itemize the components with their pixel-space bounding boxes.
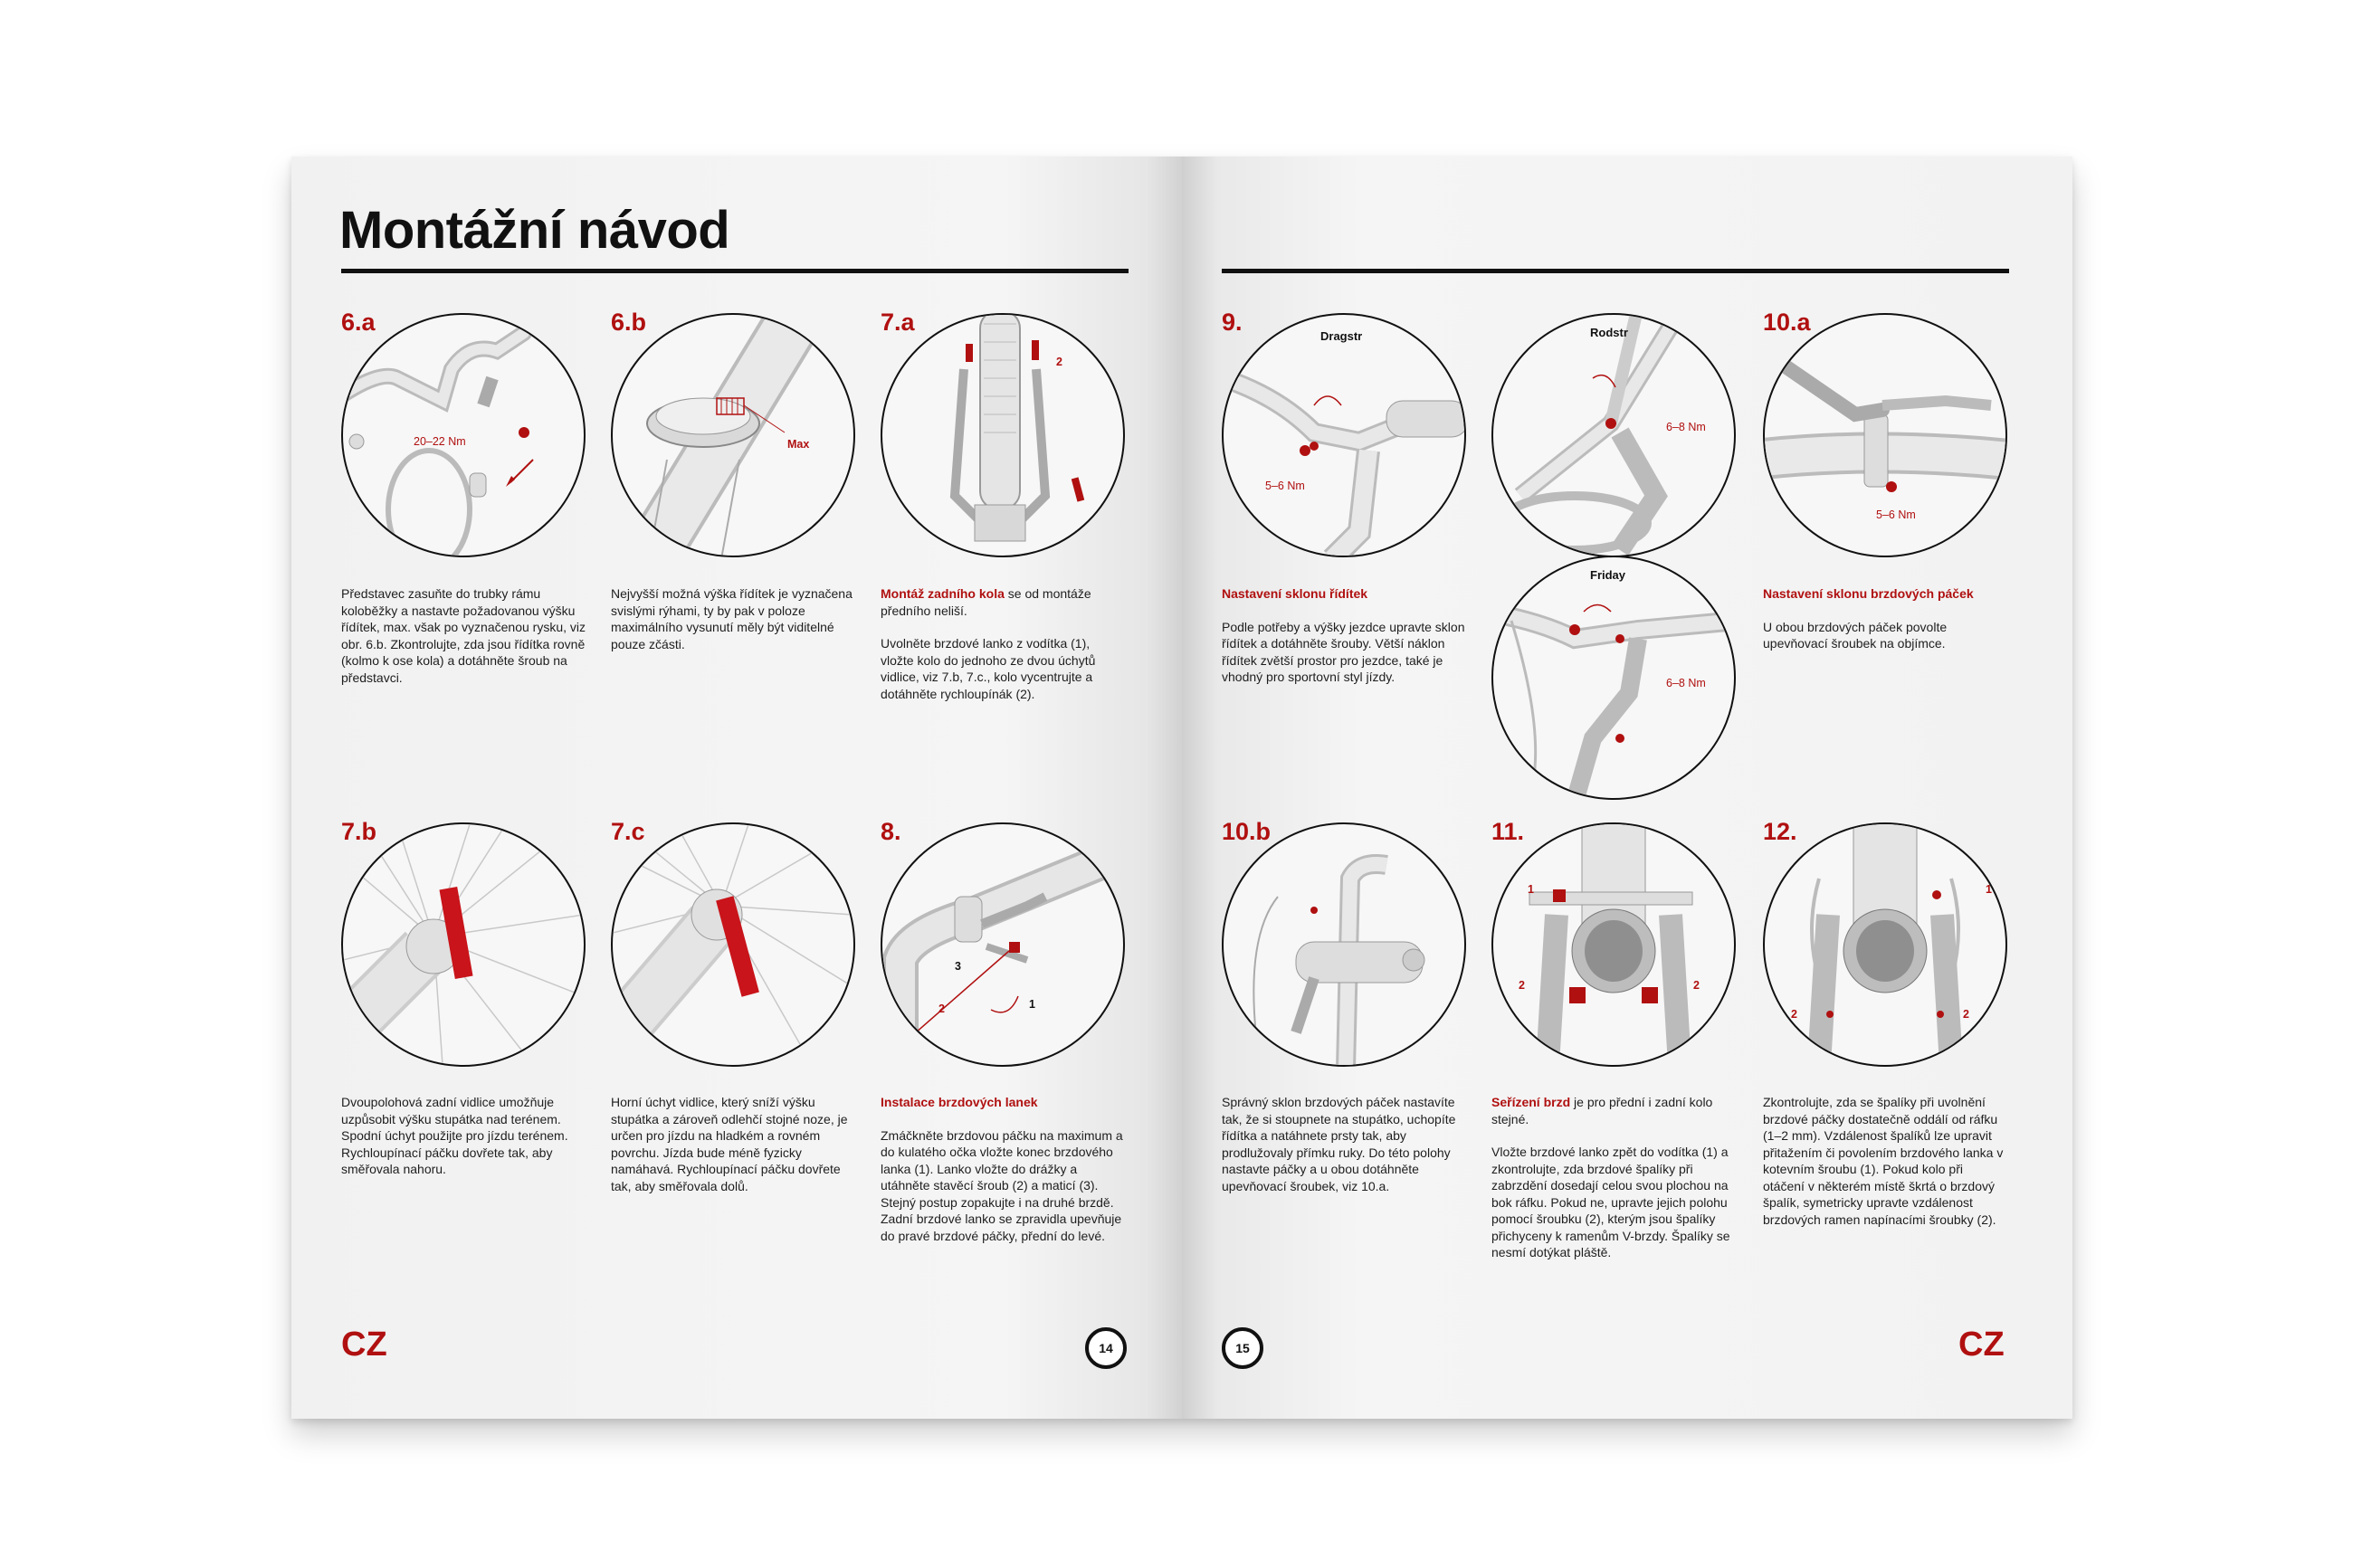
step-paragraph: Zkontrolujte, zda se špalíky při uvolnění brzdové páčky dostatečně oddálí od ráfku (1–2 mm). Vzdálenost špalíků lze upravit přitažením či povolením brzdového lanka v kotevním šroubu (1). Pokud kolo při otáčení v některém místě škrtá o brzdový špalík, symetricky upravte vzdálenost brzdových ramen napínacími šroubky (2). [1763, 1095, 2004, 1227]
step-heading: Nastavení sklonu řídítek [1222, 586, 1368, 601]
step-number: 8. [881, 818, 901, 845]
step-paragraph: Nejvyšší možná výška řídítek je vyznačena svislými rýhami, ty by pak v poloze maximálního vysunutí měly být viditelné pouze zčásti. [611, 586, 853, 651]
callout-2: 2 [938, 1003, 945, 1015]
step-paragraph: Zmáčkněte brzdovou páčku na maximum a do kulatého očka vložte konec brzdového lanka (1). Lanko vložte do drážky a utáhněte stavěcí šroub (2) a maticí (3). Stejný postup zopakujte i na druhé brzdě. Zadní brzdové lanko se zpravidla upevňuje do pravé brzdové páčky, přední do levé. [881, 1127, 1123, 1243]
step-text [1763, 585, 2007, 669]
callout-1: 1 [1986, 883, 1992, 896]
brochure-spread [291, 157, 2072, 1419]
torque-label: 20–22 Nm [414, 435, 466, 448]
top-rule [1222, 269, 2009, 273]
callout-3: 3 [955, 960, 961, 973]
step-paragraph: Dvoupolohová zadní vidlice umožňuje uzpůsobit výšku stupátka nad terénem. Spodní úchyt použijte pro jízdu terénem. Rychloupínací páčku dovřete tak, aby směřovala nahoru. [341, 1095, 568, 1176]
step-paragraph: Podle potřeby a výšky jezdce upravte sklon řídítek a dotáhněte šrouby. Větší náklon řídítek zvětší prostor pro jezdce, také je vhodný pro sportovní styl jízdy. [1222, 619, 1465, 684]
max-label: Max [787, 438, 810, 451]
callout-2: 2 [1791, 1008, 1797, 1021]
step-text [881, 585, 1125, 718]
callout-1: 1 [1528, 883, 1534, 896]
circle-caption: Dragstr [1320, 329, 1363, 343]
illustration-8 [881, 822, 1125, 1067]
step-text [1491, 1094, 1736, 1278]
step-heading: Instalace brzdových lanek [881, 1095, 1038, 1109]
step-number: 10.a [1763, 309, 1811, 336]
step-paragraph: Vložte brzdové lanko zpět do vodítka (1) a zkontrolujte, zda brzdové špalíky při zabrzdění dosedají celou svou plochou na bok ráfku. Pokud ne, upravte jejich polohu pomocí šroubku (2), kterým jsou špalíky přichyceny k ramenům V-brzdy. Špalíky se nesmí dotýkat pláště. [1491, 1145, 1730, 1259]
circle-caption: Rodstr [1590, 326, 1628, 339]
step-number: 7.a [881, 309, 915, 336]
title-rule [341, 269, 1129, 273]
callout-1: 1 [1029, 998, 1035, 1011]
step-text [341, 1094, 586, 1194]
step-heading: Seřízení brzd [1491, 1095, 1571, 1109]
callout-2: 2 [1693, 979, 1700, 992]
language-code: CZ [1958, 1326, 2005, 1364]
page-number: 14 [1085, 1327, 1127, 1369]
step-heading-rest: je pro přední i zadní kolo stejné. [1491, 1095, 1713, 1126]
page-title: Montážní návod [339, 201, 730, 260]
step-paragraph [881, 585, 1125, 619]
step-text [881, 1094, 1125, 1260]
step-text [611, 1094, 855, 1211]
circle-caption: Friday [1590, 568, 1626, 582]
callout-2: 2 [1519, 979, 1525, 992]
step-paragraph: Představec zasuňte do trubky rámu koloběžky a nastavte požadovanou výšku řídítek, max. však po vyznačenou rysku, viz obr. 6.b. Zkontrolujte, zda jsou řídítka rovně (kolmo k ose kola) a dotáhněte šroub na představci. [341, 586, 586, 685]
step-text [1763, 1094, 2007, 1244]
right-page [1182, 157, 2072, 1419]
left-page [291, 157, 1182, 1419]
step-paragraph: Správný sklon brzdových páček nastavíte tak, že si stoupnete na stupátko, uchopíte řídítka a natáhnete prsty tak, aby prodlužovaly přímku ruky. Do této polohy nastavte páčky a u obou dotáhněte upevňovací šroubek, viz 10.a. [1222, 1095, 1456, 1193]
callout-1: 1 [1076, 485, 1082, 498]
torque-label: 6–8 Nm [1666, 677, 1706, 689]
step-number: 9. [1222, 309, 1243, 336]
torque-label: 5–6 Nm [1265, 480, 1305, 492]
callout-2: 2 [1056, 356, 1062, 368]
step-text [341, 585, 586, 702]
step-paragraph: U obou brzdových páček povolte upevňovací šroubek na objímce. [1763, 619, 1948, 651]
step-text [611, 585, 855, 669]
illustration-7b [341, 822, 586, 1067]
step-number: 12. [1763, 818, 1797, 845]
step-heading: Montáž zadního kola [881, 586, 1005, 601]
illustration-10b [1222, 822, 1466, 1067]
illustration-6b [611, 313, 855, 557]
page-number: 15 [1222, 1327, 1263, 1369]
step-number: 6.b [611, 309, 647, 336]
torque-label: 6–8 Nm [1666, 421, 1706, 433]
step-paragraph [1491, 1094, 1736, 1127]
step-number: 7.c [611, 818, 645, 845]
illustration-9-dragstr [1222, 313, 1466, 557]
language-code: CZ [341, 1326, 387, 1364]
step-text [1222, 585, 1466, 702]
step-number: 6.a [341, 309, 376, 336]
illustration-12 [1763, 822, 2007, 1067]
illustration-7c [611, 822, 855, 1067]
torque-label: 5–6 Nm [1876, 508, 1916, 521]
step-paragraph: Uvolněte brzdové lanko z vodítka (1), vložte kolo do jednoho ze dvou úchytů vidlice, viz 7.b, 7.c., kolo vycentrujte a dotáhněte rychloupínák (2). [881, 636, 1096, 701]
step-heading-rest: se od montáže předního neliší. [881, 586, 1091, 618]
callout-2: 2 [1963, 1008, 1969, 1021]
step-number: 11. [1491, 818, 1525, 845]
step-heading: Nastavení sklonu brzdových páček [1763, 586, 1974, 601]
illustration-9-rodstr [1491, 313, 1736, 557]
step-text [1222, 1094, 1466, 1211]
step-number: 7.b [341, 818, 377, 845]
illustration-11 [1491, 822, 1736, 1067]
illustration-7a [881, 313, 1125, 557]
step-paragraph: Horní úchyt vidlice, který sníží výšku stupátka a zároveň odlehčí stojné noze, je určen pro jízdu na hladkém a rovném povrchu. Jízda bude méně fyzicky namáhavá. Rychloupínací páčku dovřete tak, aby směřovala dolů. [611, 1095, 848, 1193]
step-number: 10.b [1222, 818, 1272, 845]
